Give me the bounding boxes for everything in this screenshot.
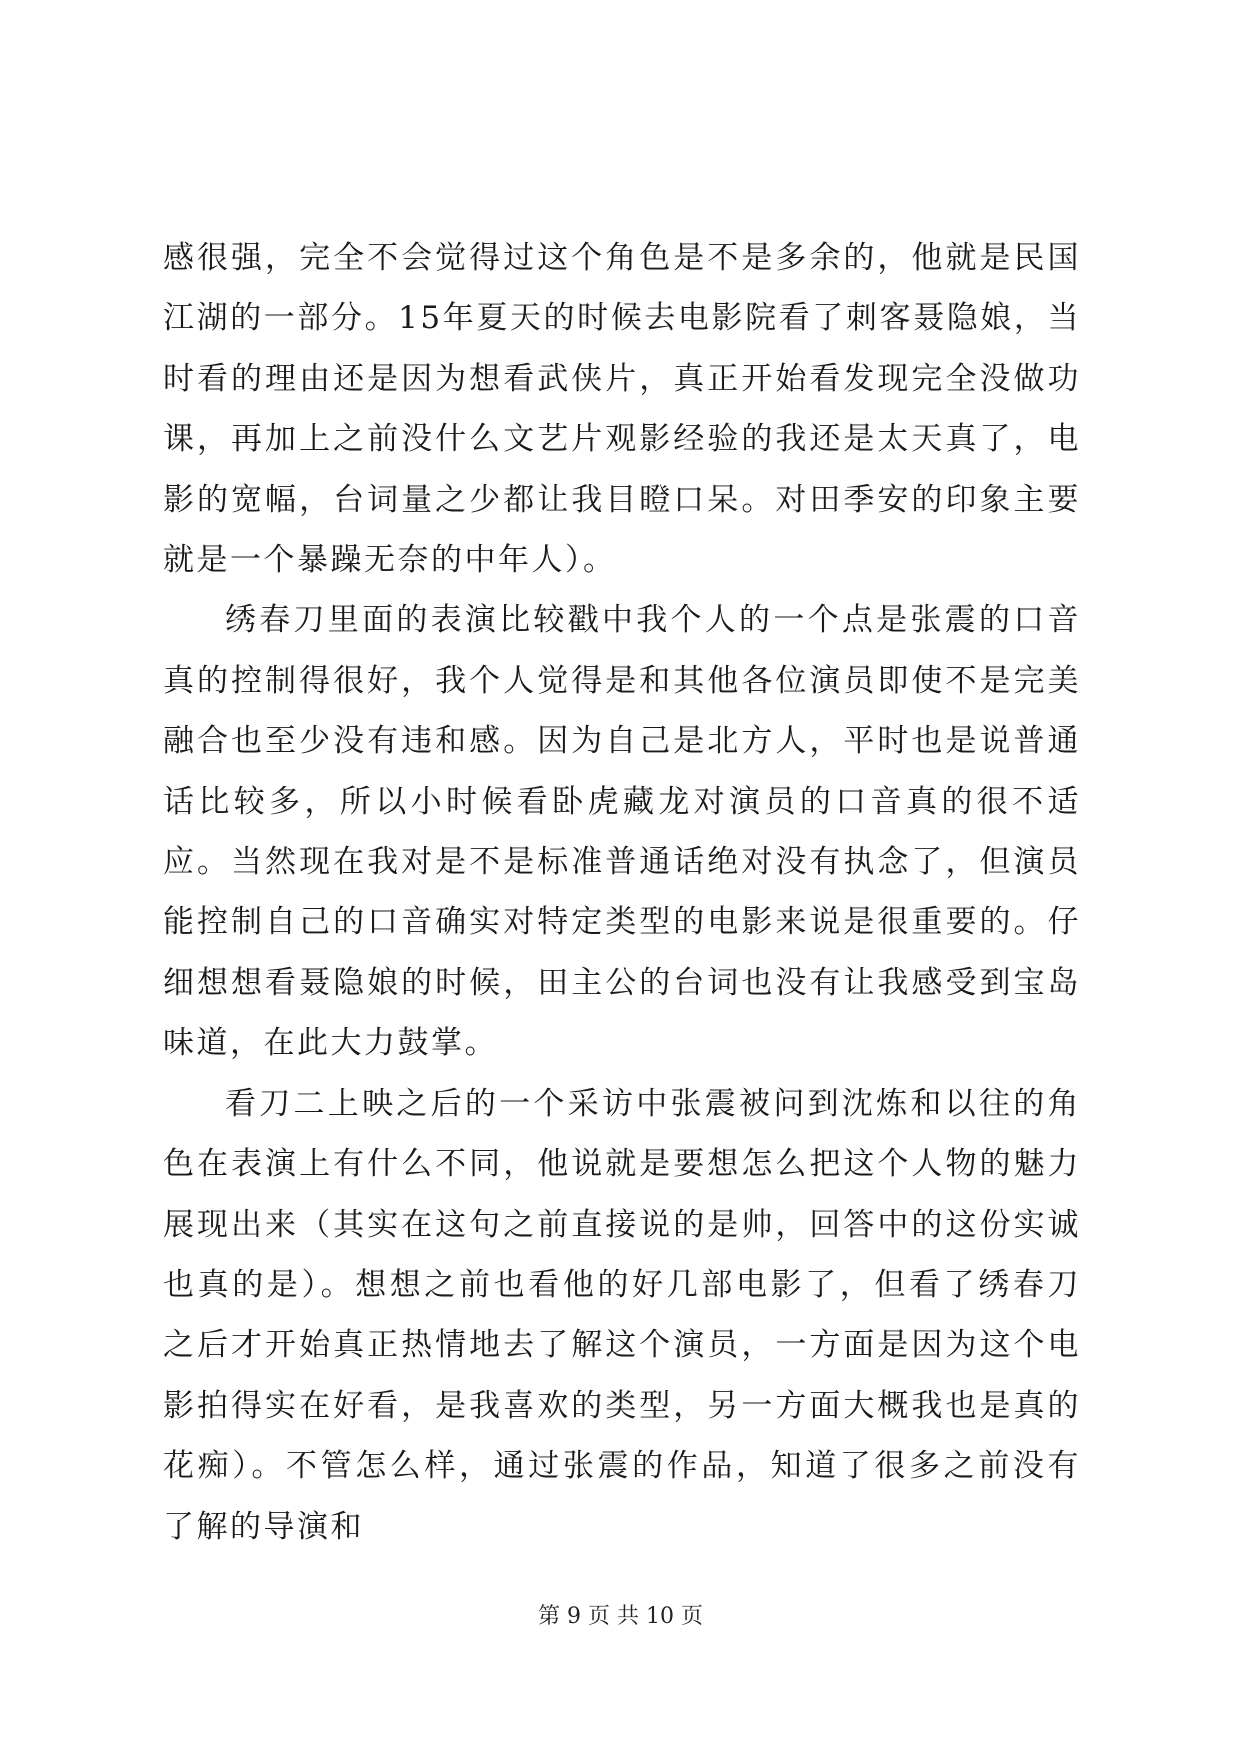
paragraph-accent: 绣春刀里面的表演比较戳中我个人的一个点是张震的口音真的控制得很好，我个人觉得是和其他各位演员即使不是完美融合也至少没有违和感。因为自己是北方人，平时也是说普通话比较多，所以小时候看卧虎藏龙对演员的口音真的很不适应。当然现在我对是不是标准普通话绝对没有执念了，但演员能控制自己的口音确实对特定类型的电影来说是很重要的。仔细想想看聂隐娘的时候，田主公的台词也没有让我感受到宝岛味道，在此大力鼓掌。 — [163, 602, 1081, 1062]
page-number-footer: 第 9 页 共 10 页 — [538, 1604, 703, 1629]
paragraph-interview: 看刀二上映之后的一个采访中张震被问到沈炼和以往的角色在表演上有什么不同，他说就是要想怎么把这个人物的魅力展现出来（其实在这句之前直接说的是帅，回答中的这份实诚也真的是）。想想之前也看他的好几部电影了，但看了绣春刀之后才开始真正热情地去了解这个演员，一方面是因为这个电影拍得实在好看，是我喜欢的类型，另一方面大概我也是真的花痴）。不管怎么样，通过张震的作品，知道了很多之前没有了解的导演和 — [163, 1085, 1081, 1545]
document-body — [163, 228, 1081, 1557]
paragraph-continued: 感很强，完全不会觉得过这个角色是不是多余的，他就是民国江湖的一部分。15年夏天的时候去电影院看了刺客聂隐娘，当时看的理由还是因为想看武侠片，真正开始看发现完全没做功课，再加上之前没什么文艺片观影经验的我还是太天真了，电影的宽幅，台词量之少都让我目瞪口呆。对田季安的印象主要就是一个暴躁无奈的中年人）。 — [163, 240, 1081, 579]
